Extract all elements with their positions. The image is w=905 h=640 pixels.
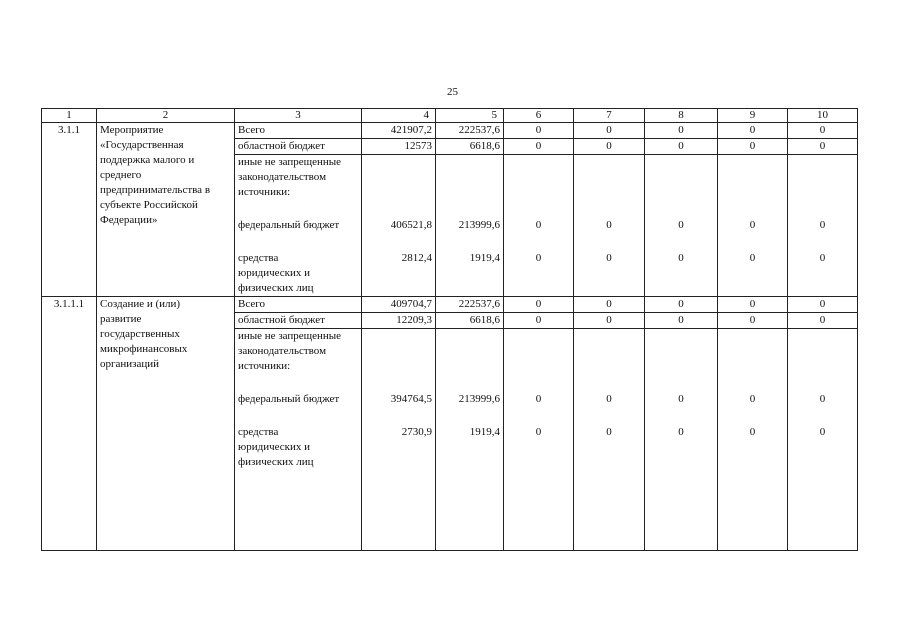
item-name	[97, 297, 235, 551]
item-name-line: развитие	[100, 313, 142, 325]
value-cell: 0	[645, 297, 718, 313]
value-cell: 0	[645, 139, 718, 155]
value-cell	[362, 155, 436, 297]
value-cell: 0	[574, 139, 645, 155]
value-cell: 0	[718, 139, 788, 155]
value-cell	[788, 329, 858, 551]
funding-source-label	[235, 329, 362, 551]
value-line: 0	[678, 393, 684, 405]
value-line: 0	[819, 219, 826, 231]
value-cell: 0	[718, 297, 788, 313]
header-cell: 6	[504, 109, 574, 123]
value-cell: 222537,6	[436, 297, 504, 313]
header-cell: 3	[235, 109, 362, 123]
budget-table	[41, 108, 858, 551]
value-cell: 0	[504, 313, 574, 329]
value-cell	[645, 329, 718, 551]
table-row	[42, 123, 858, 139]
value-cell	[574, 155, 645, 297]
header-cell: 1	[42, 109, 97, 123]
value-cell	[362, 329, 436, 551]
value-cell	[574, 329, 645, 551]
funding-source-line: федеральный бюджет	[238, 219, 340, 231]
value-line: 0	[749, 219, 756, 231]
funding-source-label	[235, 155, 362, 297]
funding-source-line: физических лиц	[238, 456, 314, 468]
value-line: 0	[535, 252, 542, 264]
value-cell: 6618,6	[436, 313, 504, 329]
value-cell	[436, 329, 504, 551]
value-cell: 0	[504, 123, 574, 139]
header-row	[42, 109, 858, 123]
value-cell: 0	[788, 139, 858, 155]
header-cell: 8	[645, 109, 718, 123]
value-line: 0	[678, 219, 684, 231]
value-line: 0	[535, 393, 542, 405]
funding-source-line: федеральный бюджет	[238, 393, 340, 405]
value-cell: 12209,3	[362, 313, 436, 329]
header-cell: 9	[718, 109, 788, 123]
item-name-line: поддержка малого и	[100, 154, 195, 166]
value-cell: 0	[574, 123, 645, 139]
value-line: 0	[819, 393, 826, 405]
funding-source-line: источники:	[238, 186, 291, 198]
value-cell	[718, 155, 788, 297]
item-name-line: микрофинансовых	[100, 343, 188, 355]
funding-source-line: физических лиц	[238, 282, 314, 294]
value-cell: 0	[504, 297, 574, 313]
value-cell: 6618,6	[436, 139, 504, 155]
item-name-line: Создание и (или)	[100, 298, 181, 310]
value-cell: 0	[788, 297, 858, 313]
value-line: 213999,6	[458, 219, 500, 231]
header-cell: 2	[97, 109, 235, 123]
value-line: 0	[535, 426, 542, 438]
item-name-line: государственных	[100, 328, 180, 340]
value-line: 0	[535, 219, 542, 231]
item-name-line: Мероприятие	[100, 124, 164, 136]
funding-source-line: средства	[238, 252, 279, 264]
item-name	[97, 123, 235, 297]
value-line: 0	[606, 252, 612, 264]
value-line: 0	[606, 426, 612, 438]
funding-source-line: средства	[238, 426, 279, 438]
value-cell: 0	[788, 123, 858, 139]
item-code: 3.1.1	[42, 123, 97, 297]
item-name-line: субъекте Российской	[100, 199, 198, 211]
value-line: 0	[749, 252, 756, 264]
value-line: 0	[606, 393, 612, 405]
table-row	[42, 297, 858, 313]
value-cell: 0	[645, 313, 718, 329]
funding-source-label: Всего	[235, 123, 362, 139]
value-line: 0	[819, 252, 826, 264]
funding-source-line: законодательством	[238, 171, 327, 183]
funding-source-line: законодательством	[238, 345, 327, 357]
value-line: 1919,4	[469, 252, 500, 264]
funding-source-line: юридических и	[238, 267, 311, 279]
value-line: 406521,8	[390, 219, 432, 231]
header-cell: 4	[362, 109, 436, 123]
item-name-line: «Государственная	[100, 139, 184, 151]
header-cell: 5	[436, 109, 504, 123]
value-cell: 0	[788, 313, 858, 329]
value-cell	[718, 329, 788, 551]
value-line: 213999,6	[458, 393, 500, 405]
item-code: 3.1.1.1	[42, 297, 97, 551]
value-cell: 421907,2	[362, 123, 436, 139]
value-cell	[788, 155, 858, 297]
value-cell	[645, 155, 718, 297]
funding-source-line: юридических и	[238, 441, 311, 453]
value-cell	[436, 155, 504, 297]
funding-source-line: иные не запрещенные	[238, 330, 342, 342]
value-cell	[504, 329, 574, 551]
value-cell: 409704,7	[362, 297, 436, 313]
value-line: 2812,4	[401, 252, 432, 264]
value-line: 2730,9	[401, 426, 432, 438]
value-line: 0	[749, 426, 756, 438]
value-cell: 0	[645, 123, 718, 139]
header-cell: 10	[788, 109, 858, 123]
funding-source-line: источники:	[238, 360, 291, 372]
value-line: 1919,4	[469, 426, 500, 438]
funding-source-label: областной бюджет	[235, 139, 362, 155]
item-name-line: организаций	[100, 358, 160, 370]
value-line: 0	[678, 426, 684, 438]
value-cell: 222537,6	[436, 123, 504, 139]
value-line: 394764,5	[390, 393, 432, 405]
value-cell: 12573	[362, 139, 436, 155]
page-number: 25	[447, 86, 458, 98]
value-cell: 0	[504, 139, 574, 155]
item-name-line: среднего	[100, 169, 142, 181]
item-name-line: предпринимательства в	[100, 184, 211, 196]
value-line: 0	[678, 252, 684, 264]
value-cell: 0	[718, 123, 788, 139]
funding-source-line: иные не запрещенные	[238, 156, 342, 168]
value-cell	[504, 155, 574, 297]
value-line: 0	[606, 219, 612, 231]
funding-source-label: областной бюджет	[235, 313, 362, 329]
funding-source-label: Всего	[235, 297, 362, 313]
value-cell: 0	[718, 313, 788, 329]
header-cell: 7	[574, 109, 645, 123]
value-line: 0	[749, 393, 756, 405]
value-line: 0	[819, 426, 826, 438]
item-name-line: Федерации»	[100, 214, 158, 226]
value-cell: 0	[574, 297, 645, 313]
value-cell: 0	[574, 313, 645, 329]
